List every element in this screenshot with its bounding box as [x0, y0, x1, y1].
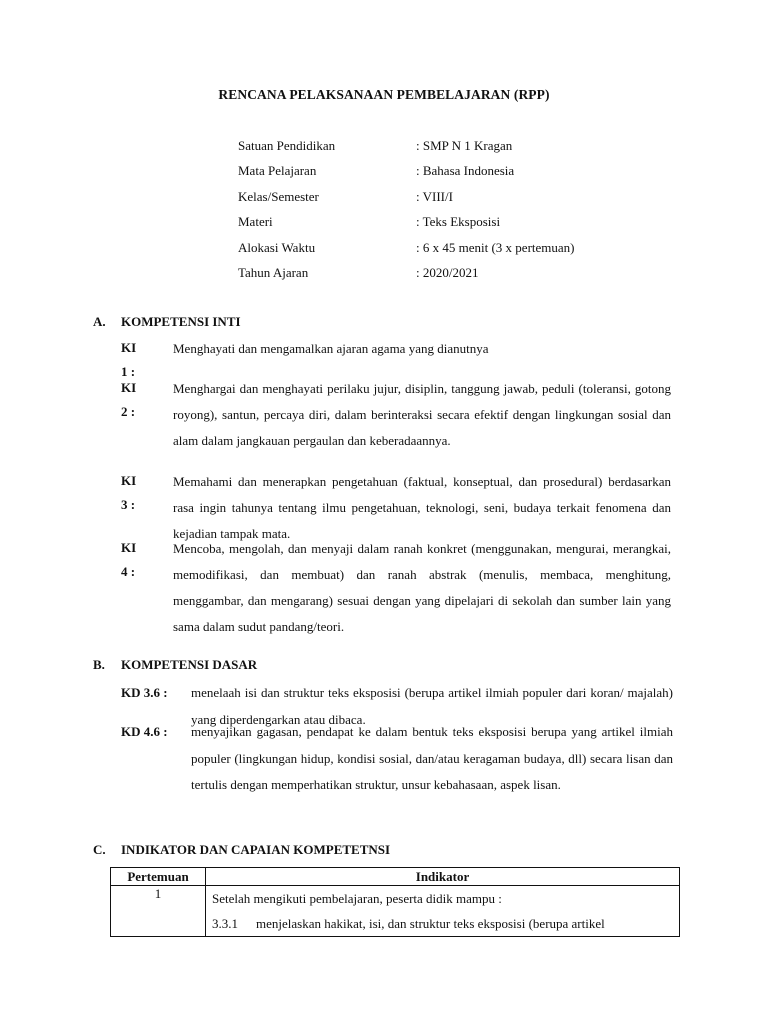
identity-row	[238, 162, 678, 187]
kd-text: menyajikan gagasan, pendapat ke dalam bentuk teks eksposisi berupa yang artikel ilmiah populer (lingkungan hidup, kondisi sosial, dan/atau keragaman budaya, dll) secara lisan dan tertulis dengan memperhatikan struktur, unsur kebahasaan, aspek lisan.	[191, 724, 673, 792]
identity-row	[238, 239, 678, 264]
section-letter: C.	[93, 842, 106, 857]
indicator-sub	[212, 911, 673, 936]
kd-code: KD 4.6 :	[121, 724, 168, 739]
ki-code-number: 1 :	[121, 364, 136, 379]
section-heading-c	[93, 842, 390, 858]
identity-label: Alokasi Waktu	[238, 239, 316, 255]
section-title: KOMPETENSI DASAR	[121, 657, 258, 672]
section-letter: B.	[93, 657, 105, 672]
indicator-intro: Setelah mengikuti pembelajaran, peserta didik mampu :	[212, 891, 502, 906]
ki-code-number: 3 :	[121, 497, 136, 512]
ki-code	[121, 376, 173, 454]
identity-value: : VIII/I	[416, 188, 453, 204]
ki-text: Menghargai dan menghayati perilaku jujur, disiplin, tanggung jawab, peduli (toleransi, gotong royong), santun, percaya diri, dalam berinteraksi secara efektif dengan lingkungan sosial dan alam dalam jangkauan pergaulan dan keberadaannya.	[173, 381, 671, 448]
document-title: RENCANA PELAKSANAAN PEMBELAJARAN (RPP)	[218, 87, 550, 102]
identity-value: : 2020/2021	[416, 264, 479, 280]
ki-code-label: KI	[121, 380, 137, 395]
indicator-table	[110, 867, 680, 937]
ki-code-label: KI	[121, 340, 137, 355]
ki-code-label: KI	[121, 540, 137, 555]
header-pertemuan: Pertemuan	[111, 868, 206, 886]
identity-block	[238, 137, 678, 289]
indicator-number: 3.3.1	[212, 916, 238, 931]
ki-text: Memahami dan menerapkan pengetahuan (faktual, konseptual, dan prosedural) berdasarkan rasa ingin tahunya tentang ilmu pengetahuan, teknologi, seni, budaya terkait fenomena dan kejadian tampak mata.	[173, 474, 671, 541]
identity-label: Satuan Pendidikan	[238, 138, 336, 153]
ki-code	[121, 536, 173, 640]
identity-row	[238, 188, 678, 213]
identity-row	[238, 137, 678, 162]
section-title: INDIKATOR DAN CAPAIAN KOMPETETNSI	[121, 842, 391, 857]
section-letter: A.	[93, 314, 106, 329]
ki-text: Mencoba, mengolah, dan menyaji dalam ranah konkret (menggunakan, mengurai, merangkai, memodifikasi, dan membuat) dan ranah abstrak (menulis, membaca, menghitung, menggambar, dan mengarang) sesuai dengan yang dipelajari di sekolah dan sumber lain yang sama dalam sudut pandang/teori.	[173, 541, 671, 634]
cell-indikator	[206, 886, 680, 937]
ki-text: Menghayati dan mengamalkan ajaran agama yang dianutnya	[173, 341, 489, 356]
identity-value: : Bahasa Indonesia	[416, 163, 515, 179]
identity-label: Tahun Ajaran	[238, 264, 309, 280]
identity-value: : SMP N 1 Kragan	[416, 138, 513, 153]
ki-item-2	[121, 376, 671, 454]
kd-code: KD 3.6 :	[121, 685, 168, 700]
cell-pertemuan: 1	[111, 886, 206, 937]
indicator-text: menjelaskan hakikat, isi, dan struktur teks eksposisi (berupa artikel	[256, 916, 605, 931]
ki-code-number: 4 :	[121, 564, 136, 579]
section-title: KOMPETENSI INTI	[121, 314, 241, 329]
kd-text: menelaah isi dan struktur teks eksposisi (berupa artikel ilmiah populer dari koran/ majalah) yang diperdengarkan atau dibaca.	[191, 685, 673, 727]
identity-label: Mata Pelajaran	[238, 163, 317, 179]
ki-item-4	[121, 536, 671, 640]
identity-label: Kelas/Semester	[238, 188, 319, 204]
header-indikator: Indikator	[206, 868, 680, 886]
section-heading-a	[93, 314, 241, 330]
table-row	[111, 886, 680, 937]
kd-item-4-6	[121, 719, 673, 799]
identity-row	[238, 213, 678, 238]
identity-row	[238, 264, 678, 289]
identity-label: Materi	[238, 214, 273, 230]
ki-code-label: KI	[121, 473, 137, 488]
identity-value: : 6 x 45 menit (3 x pertemuan)	[416, 239, 575, 255]
section-heading-b	[93, 657, 257, 673]
table-header-row	[111, 868, 680, 886]
identity-value: : Teks Eksposisi	[416, 214, 501, 230]
ki-code-number: 2 :	[121, 404, 136, 419]
